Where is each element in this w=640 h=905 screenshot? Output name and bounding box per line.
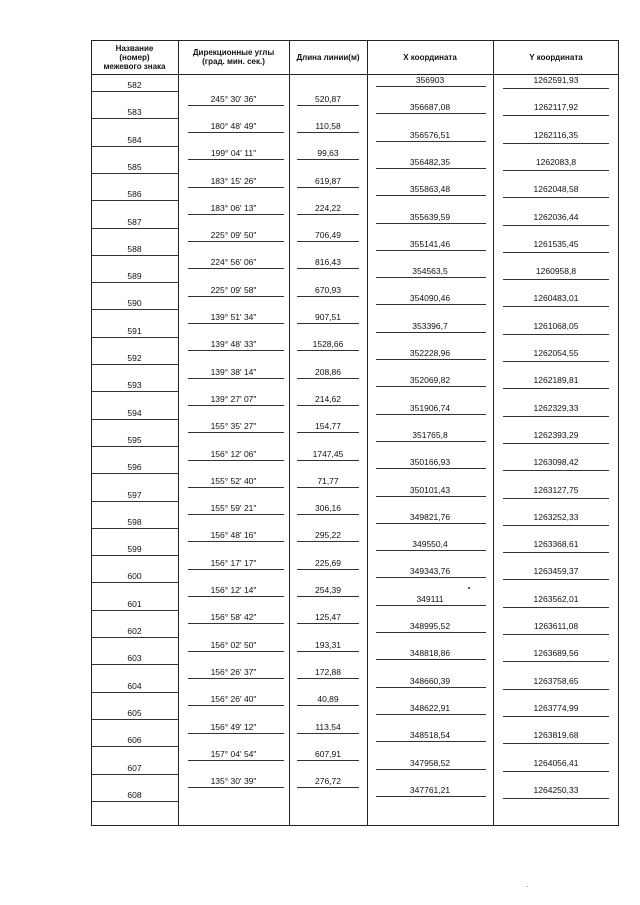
scan-speck-page <box>527 886 528 887</box>
point-underline <box>91 746 178 747</box>
y-coordinate: 1264056,41 <box>533 757 579 768</box>
direction-angle: 156° 26' 40" <box>210 694 257 705</box>
angle-underline <box>188 760 284 761</box>
point-name: 606 <box>127 735 142 746</box>
x-underline <box>376 359 486 360</box>
point-underline <box>91 555 178 556</box>
length-underline <box>297 569 359 570</box>
direction-angle: 156° 12' 14" <box>210 585 257 596</box>
y-coordinate: 1263459,37 <box>533 566 579 577</box>
point-underline <box>91 146 178 147</box>
x-coordinate: 347958,52 <box>409 757 451 768</box>
point-underline <box>91 774 178 775</box>
y-coordinate: 1263098,42 <box>533 457 579 468</box>
y-coordinate: 1263252,33 <box>533 511 579 522</box>
x-underline <box>376 577 486 578</box>
x-coordinate: 348660,39 <box>409 675 451 686</box>
line-length: 224,22 <box>315 202 341 213</box>
x-coordinate: 350101,43 <box>409 484 451 495</box>
x-underline <box>376 523 486 524</box>
direction-angle: 139° 27' 07" <box>210 393 257 404</box>
direction-angle: 225° 09' 50" <box>210 230 257 241</box>
y-coordinate: 1263562,01 <box>533 593 579 604</box>
line-length: 193,31 <box>315 639 341 650</box>
y-coordinate: 1263689,56 <box>533 648 579 659</box>
y-coordinate: 1262117,92 <box>533 102 579 113</box>
direction-angle: 139° 38' 14" <box>210 366 257 377</box>
point-underline <box>91 173 178 174</box>
point-underline <box>91 200 178 201</box>
y-coordinate: 1263758,65 <box>533 675 579 686</box>
direction-angle: 245° 30' 36" <box>210 93 257 104</box>
point-underline <box>91 610 178 611</box>
length-underline <box>297 296 359 297</box>
y-underline <box>503 306 609 307</box>
x-underline <box>376 468 486 469</box>
point-name: 592 <box>127 353 142 363</box>
x-underline <box>376 687 486 688</box>
angle-underline <box>188 296 284 297</box>
y-coordinate: 1260483,01 <box>533 293 579 304</box>
y-underline <box>503 771 609 772</box>
point-name: 607 <box>127 762 142 773</box>
header-line-length: Длина линии(м) <box>296 52 360 62</box>
direction-angle: 156° 49' 12" <box>210 721 257 732</box>
line-length: 214,62 <box>315 393 341 404</box>
line-length: 1528,66 <box>312 339 344 350</box>
y-underline <box>503 334 609 335</box>
y-underline <box>503 443 609 444</box>
length-underline <box>297 214 359 215</box>
angle-underline <box>188 405 284 406</box>
angle-underline <box>188 323 284 324</box>
line-length: 125,47 <box>315 612 341 623</box>
x-underline <box>376 769 486 770</box>
x-underline <box>376 141 486 142</box>
y-coordinate: 1260958,8 <box>535 266 577 277</box>
point-underline <box>91 473 178 474</box>
x-underline <box>376 332 486 333</box>
direction-angle: 139° 51' 34" <box>210 312 257 323</box>
point-name: 590 <box>127 298 142 309</box>
y-underline <box>503 225 609 226</box>
header-x-coordinate: X координата <box>403 52 457 62</box>
point-name: 608 <box>127 789 142 800</box>
angle-underline <box>188 187 284 188</box>
angle-underline <box>188 569 284 570</box>
point-underline <box>91 118 178 119</box>
point-underline <box>91 391 178 392</box>
x-coordinate: 349550,4 <box>412 539 448 550</box>
y-underline <box>503 252 609 253</box>
y-coordinate: 1262329,33 <box>533 402 579 413</box>
x-coordinate: 349343,76 <box>409 566 451 577</box>
y-underline <box>503 88 609 89</box>
line-length: 706,49 <box>315 230 341 241</box>
point-name: 587 <box>127 216 142 227</box>
y-underline <box>503 416 609 417</box>
point-name: 595 <box>127 434 142 445</box>
point-underline <box>91 582 178 583</box>
x-coordinate: 348995,52 <box>409 621 451 631</box>
point-name: 589 <box>127 271 142 282</box>
x-underline <box>376 550 486 551</box>
x-underline <box>376 441 486 442</box>
x-coordinate: 352228,96 <box>409 348 451 358</box>
direction-angle: 156° 02' 50" <box>210 639 257 650</box>
y-underline <box>503 470 609 471</box>
angle-underline <box>188 623 284 624</box>
length-underline <box>297 105 359 106</box>
length-underline <box>297 733 359 734</box>
point-underline <box>91 692 178 693</box>
length-underline <box>297 432 359 433</box>
y-coordinate: 1262393,29 <box>533 429 579 440</box>
line-length: 1747,45 <box>312 448 344 459</box>
point-underline <box>91 228 178 229</box>
line-length: 607,91 <box>315 748 341 759</box>
y-underline <box>503 661 609 662</box>
x-coordinate: 351906,74 <box>409 402 451 413</box>
y-underline <box>503 115 609 116</box>
y-coordinate: 1262036,44 <box>533 211 579 222</box>
line-length: 276,72 <box>315 776 341 787</box>
y-underline <box>503 689 609 690</box>
x-coordinate: 353396,7 <box>412 320 448 331</box>
y-underline <box>503 143 609 144</box>
y-underline <box>503 579 609 580</box>
direction-angle: 155° 35' 27" <box>210 421 257 432</box>
point-name: 588 <box>127 243 142 254</box>
y-coordinate: 1263368,61 <box>533 539 579 550</box>
direction-angle: 224° 56' 06" <box>210 257 257 268</box>
x-coordinate: 348622,91 <box>409 702 451 713</box>
length-underline <box>297 651 359 652</box>
point-name: 604 <box>127 680 142 691</box>
x-underline <box>376 386 486 387</box>
y-coordinate: 1262189,81 <box>533 375 579 386</box>
x-coordinate: 351765,8 <box>412 429 448 440</box>
row-border <box>91 825 619 826</box>
x-coordinate: 350166,93 <box>409 457 451 468</box>
point-name: 601 <box>127 598 142 609</box>
y-underline <box>503 498 609 499</box>
direction-angle: 156° 48' 16" <box>210 530 257 541</box>
y-underline <box>503 361 609 362</box>
point-name: 584 <box>127 134 142 145</box>
angle-underline <box>188 651 284 652</box>
length-underline <box>297 241 359 242</box>
angle-underline <box>188 241 284 242</box>
line-length: 520,87 <box>315 93 341 104</box>
y-underline <box>503 388 609 389</box>
length-underline <box>297 460 359 461</box>
point-underline <box>91 255 178 256</box>
angle-underline <box>188 678 284 679</box>
length-underline <box>297 787 359 788</box>
x-underline <box>376 714 486 715</box>
line-length: 254,39 <box>315 585 341 596</box>
length-underline <box>297 623 359 624</box>
direction-angle: 156° 58' 42" <box>210 612 257 623</box>
y-underline <box>503 525 609 526</box>
point-underline <box>91 91 178 92</box>
point-name: 594 <box>127 407 142 418</box>
x-coordinate: 354563,5 <box>412 266 448 277</box>
direction-angle: 180° 48' 49" <box>210 120 257 131</box>
point-underline <box>91 528 178 529</box>
direction-angle: 157° 04' 54" <box>210 748 257 759</box>
angle-underline <box>188 541 284 542</box>
y-underline <box>503 279 609 280</box>
y-coordinate: 1264250,33 <box>533 784 579 795</box>
length-underline <box>297 350 359 351</box>
length-underline <box>297 514 359 515</box>
point-name: 597 <box>127 489 142 500</box>
line-length: 113,54 <box>315 721 341 732</box>
y-underline <box>503 634 609 635</box>
x-underline <box>376 496 486 497</box>
angle-underline <box>188 432 284 433</box>
x-underline <box>376 632 486 633</box>
point-underline <box>91 719 178 720</box>
line-length: 670,93 <box>315 284 341 295</box>
x-coordinate: 356687,08 <box>409 102 451 113</box>
line-length: 71,77 <box>317 475 339 486</box>
direction-angle: 183° 06' 13" <box>210 202 257 213</box>
point-name: 583 <box>127 107 142 118</box>
angle-underline <box>188 733 284 734</box>
length-underline <box>297 405 359 406</box>
direction-angle: 155° 52' 40" <box>210 475 257 486</box>
x-coordinate: 354090,46 <box>409 293 451 304</box>
point-name: 596 <box>127 462 142 473</box>
y-underline <box>503 798 609 799</box>
length-underline <box>297 705 359 706</box>
x-underline <box>376 796 486 797</box>
header-y-coordinate: Y координата <box>529 52 583 62</box>
angle-underline <box>188 460 284 461</box>
point-name: 593 <box>127 380 142 391</box>
length-underline <box>297 596 359 597</box>
line-length: 110,58 <box>315 120 341 131</box>
point-name: 602 <box>127 626 142 636</box>
y-coordinate: 1263819,68 <box>533 730 579 741</box>
y-coordinate: 1262054,55 <box>533 348 579 358</box>
angle-underline <box>188 487 284 488</box>
line-length: 225,69 <box>315 557 341 568</box>
point-underline <box>91 282 178 283</box>
angle-underline <box>188 787 284 788</box>
direction-angle: 225° 09' 58" <box>210 284 257 295</box>
line-length: 306,16 <box>315 503 341 514</box>
x-coordinate: 355639,59 <box>409 211 451 222</box>
x-underline <box>376 741 486 742</box>
y-underline <box>503 716 609 717</box>
angle-underline <box>188 596 284 597</box>
y-underline <box>503 197 609 198</box>
x-underline <box>376 113 486 114</box>
angle-underline <box>188 350 284 351</box>
row-border <box>91 40 619 41</box>
line-length: 172,88 <box>315 666 341 677</box>
y-coordinate: 1262048,58 <box>533 184 579 195</box>
direction-angle: 135° 30' 39" <box>210 776 257 787</box>
x-underline <box>376 168 486 169</box>
direction-angle: 156° 17' 17" <box>210 557 257 568</box>
angle-underline <box>188 705 284 706</box>
line-length: 99,63 <box>317 148 339 159</box>
coordinates-table <box>91 40 619 826</box>
x-underline <box>376 277 486 278</box>
y-coordinate: 1262083,8 <box>535 156 577 167</box>
point-underline <box>91 419 178 420</box>
point-underline <box>91 801 178 802</box>
x-coordinate: 352069,82 <box>409 375 451 386</box>
header-point-name: Название (номер) межевого знака <box>103 43 166 71</box>
length-underline <box>297 678 359 679</box>
angle-underline <box>188 105 284 106</box>
angle-underline <box>188 268 284 269</box>
x-coordinate: 348518,54 <box>409 730 451 741</box>
line-length: 816,43 <box>315 257 341 268</box>
y-coordinate: 1262591,93 <box>533 75 579 85</box>
length-underline <box>297 487 359 488</box>
header-direction-angles: Дирекционные углы (град. мин. сек.) <box>192 48 275 66</box>
angle-underline <box>188 214 284 215</box>
y-coordinate: 1263127,75 <box>533 484 579 495</box>
x-coordinate: 356482,35 <box>409 156 451 167</box>
scan-speck <box>468 587 470 589</box>
length-underline <box>297 159 359 160</box>
line-length: 154,77 <box>315 421 341 432</box>
y-underline <box>503 607 609 608</box>
line-length: 208,86 <box>315 366 341 377</box>
point-underline <box>91 446 178 447</box>
x-underline <box>376 414 486 415</box>
point-underline <box>91 364 178 365</box>
point-name: 582 <box>127 80 142 90</box>
point-underline <box>91 337 178 338</box>
x-coordinate: 347761,21 <box>409 784 451 795</box>
direction-angle: 155° 59' 21" <box>210 503 257 514</box>
length-underline <box>297 378 359 379</box>
direction-angle: 156° 12' 06" <box>210 448 257 459</box>
y-coordinate: 1263774,99 <box>533 702 579 713</box>
length-underline <box>297 187 359 188</box>
x-coordinate: 356576,51 <box>409 129 451 140</box>
length-underline <box>297 541 359 542</box>
length-underline <box>297 132 359 133</box>
x-underline <box>376 304 486 305</box>
x-coordinate: 355863,48 <box>409 184 451 195</box>
line-length: 619,87 <box>315 175 341 186</box>
direction-angle: 199° 04' 11" <box>210 148 257 159</box>
point-name: 605 <box>127 707 142 718</box>
point-name: 586 <box>127 189 142 200</box>
length-underline <box>297 323 359 324</box>
y-coordinate: 1261535,45 <box>533 238 579 249</box>
length-underline <box>297 268 359 269</box>
point-name: 591 <box>127 325 142 336</box>
point-name: 603 <box>127 653 142 664</box>
x-coordinate: 355141,46 <box>409 238 451 249</box>
point-name: 585 <box>127 161 142 172</box>
angle-underline <box>188 514 284 515</box>
point-underline <box>91 637 178 638</box>
x-underline <box>376 250 486 251</box>
point-underline <box>91 501 178 502</box>
x-coordinate: 349111 <box>416 593 444 604</box>
x-coordinate: 356903 <box>415 75 445 85</box>
length-underline <box>297 760 359 761</box>
y-coordinate: 1263611,08 <box>533 621 579 631</box>
direction-angle: 156° 26' 37" <box>210 666 257 677</box>
x-underline <box>376 223 486 224</box>
x-coordinate: 348818,86 <box>409 648 451 659</box>
angle-underline <box>188 378 284 379</box>
x-underline <box>376 659 486 660</box>
direction-angle: 183° 15' 26" <box>210 175 257 186</box>
x-underline <box>376 195 486 196</box>
line-length: 295,22 <box>315 530 341 541</box>
angle-underline <box>188 132 284 133</box>
y-underline <box>503 552 609 553</box>
x-coordinate: 349821,76 <box>409 511 451 522</box>
point-name: 599 <box>127 544 142 555</box>
x-underline <box>376 605 486 606</box>
point-name: 600 <box>127 571 142 582</box>
angle-underline <box>188 159 284 160</box>
y-underline <box>503 743 609 744</box>
direction-angle: 139° 48' 33" <box>210 339 257 350</box>
x-underline <box>376 86 486 87</box>
y-coordinate: 1262116,35 <box>533 129 579 140</box>
y-underline <box>503 170 609 171</box>
point-name: 598 <box>127 516 142 527</box>
point-underline <box>91 309 178 310</box>
point-underline <box>91 664 178 665</box>
line-length: 40,89 <box>317 694 339 705</box>
line-length: 907,51 <box>315 312 341 323</box>
y-coordinate: 1261068,05 <box>533 320 579 331</box>
